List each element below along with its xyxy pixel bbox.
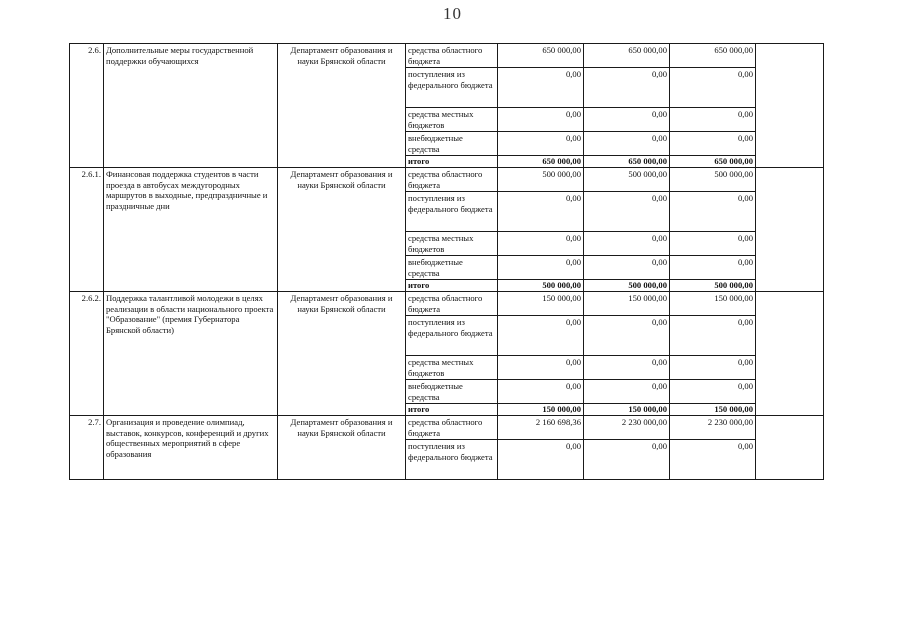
- blank-cell: [756, 416, 824, 480]
- amount-cell: 0,00: [498, 132, 584, 156]
- amount-cell: 500 000,00: [498, 168, 584, 192]
- funding-source: средства местных бюджетов: [406, 356, 498, 380]
- funding-source: средства областного бюджета: [406, 292, 498, 316]
- amount-cell: 0,00: [498, 440, 584, 480]
- amount-cell: 500 000,00: [670, 280, 756, 292]
- amount-cell: 0,00: [670, 356, 756, 380]
- funding-source: поступления из федерального бюджета: [406, 68, 498, 108]
- amount-cell: 0,00: [498, 316, 584, 356]
- blank-cell: [756, 292, 824, 416]
- amount-cell: 2 230 000,00: [584, 416, 670, 440]
- amount-cell: 0,00: [670, 108, 756, 132]
- amount-cell: 150 000,00: [670, 292, 756, 316]
- item-department: Департамент образования и науки Брянской области: [278, 168, 406, 292]
- funding-source: внебюджетные средства: [406, 256, 498, 280]
- funding-source: внебюджетные средства: [406, 380, 498, 404]
- amount-cell: 0,00: [498, 192, 584, 232]
- amount-cell: 500 000,00: [670, 168, 756, 192]
- funding-source: средства местных бюджетов: [406, 108, 498, 132]
- amount-cell: 0,00: [670, 380, 756, 404]
- item-code: 2.6.2.: [70, 292, 104, 416]
- amount-cell: 650 000,00: [498, 44, 584, 68]
- amount-cell: 150 000,00: [670, 404, 756, 416]
- amount-cell: 650 000,00: [670, 44, 756, 68]
- amount-cell: 0,00: [498, 232, 584, 256]
- funding-source: итого: [406, 280, 498, 292]
- amount-cell: 0,00: [584, 256, 670, 280]
- amount-cell: 0,00: [498, 256, 584, 280]
- amount-cell: 0,00: [584, 316, 670, 356]
- amount-cell: 0,00: [584, 232, 670, 256]
- amount-cell: 0,00: [498, 356, 584, 380]
- item-name: Поддержка талантливой молодежи в целях реализации в области национального проекта "Образование" (премия Губернатора Брянской области): [104, 292, 278, 416]
- amount-cell: 0,00: [670, 256, 756, 280]
- amount-cell: 500 000,00: [498, 280, 584, 292]
- amount-cell: 0,00: [584, 132, 670, 156]
- amount-cell: 0,00: [670, 192, 756, 232]
- amount-cell: 0,00: [584, 440, 670, 480]
- funding-source: средства местных бюджетов: [406, 232, 498, 256]
- budget-table: [69, 43, 824, 480]
- amount-cell: 150 000,00: [584, 292, 670, 316]
- funding-source: итого: [406, 156, 498, 168]
- funding-source: средства областного бюджета: [406, 168, 498, 192]
- funding-source: средства областного бюджета: [406, 44, 498, 68]
- amount-cell: 0,00: [584, 192, 670, 232]
- funding-source: внебюджетные средства: [406, 132, 498, 156]
- item-name: Финансовая поддержка студентов в части проезда в автобусах междугородных маршрутов в выходные, предпраздничные и праздничные дни: [104, 168, 278, 292]
- amount-cell: 150 000,00: [584, 404, 670, 416]
- amount-cell: 0,00: [670, 440, 756, 480]
- amount-cell: 0,00: [498, 108, 584, 132]
- amount-cell: 650 000,00: [584, 44, 670, 68]
- item-department: Департамент образования и науки Брянской области: [278, 292, 406, 416]
- amount-cell: 0,00: [584, 108, 670, 132]
- item-code: 2.6.: [70, 44, 104, 168]
- amount-cell: 650 000,00: [670, 156, 756, 168]
- item-name: Организация и проведение олимпиад, выставок, конкурсов, конференций и других общественных мероприятий в сфере образования: [104, 416, 278, 480]
- item-department: Департамент образования и науки Брянской области: [278, 416, 406, 480]
- funding-source: поступления из федерального бюджета: [406, 440, 498, 480]
- funding-source: поступления из федерального бюджета: [406, 192, 498, 232]
- amount-cell: 0,00: [584, 68, 670, 108]
- funding-source: средства областного бюджета: [406, 416, 498, 440]
- table-row: [70, 44, 824, 68]
- amount-cell: 0,00: [670, 68, 756, 108]
- amount-cell: 0,00: [498, 380, 584, 404]
- table-row: [70, 416, 824, 440]
- amount-cell: 0,00: [670, 232, 756, 256]
- table-row: [70, 168, 824, 192]
- amount-cell: 0,00: [498, 68, 584, 108]
- amount-cell: 500 000,00: [584, 280, 670, 292]
- item-code: 2.7.: [70, 416, 104, 480]
- amount-cell: 650 000,00: [584, 156, 670, 168]
- funding-source: поступления из федерального бюджета: [406, 316, 498, 356]
- amount-cell: 150 000,00: [498, 292, 584, 316]
- amount-cell: 0,00: [584, 380, 670, 404]
- amount-cell: 500 000,00: [584, 168, 670, 192]
- item-name: Дополнительные меры государственной поддержки обучающихся: [104, 44, 278, 168]
- amount-cell: 150 000,00: [498, 404, 584, 416]
- amount-cell: 2 160 698,36: [498, 416, 584, 440]
- blank-cell: [756, 168, 824, 292]
- amount-cell: 650 000,00: [498, 156, 584, 168]
- amount-cell: 0,00: [670, 316, 756, 356]
- page-number: 10: [443, 4, 462, 23]
- amount-cell: 2 230 000,00: [670, 416, 756, 440]
- item-code: 2.6.1.: [70, 168, 104, 292]
- item-department: Департамент образования и науки Брянской области: [278, 44, 406, 168]
- table-row: [70, 292, 824, 316]
- amount-cell: 0,00: [670, 132, 756, 156]
- blank-cell: [756, 44, 824, 168]
- amount-cell: 0,00: [584, 356, 670, 380]
- funding-source: итого: [406, 404, 498, 416]
